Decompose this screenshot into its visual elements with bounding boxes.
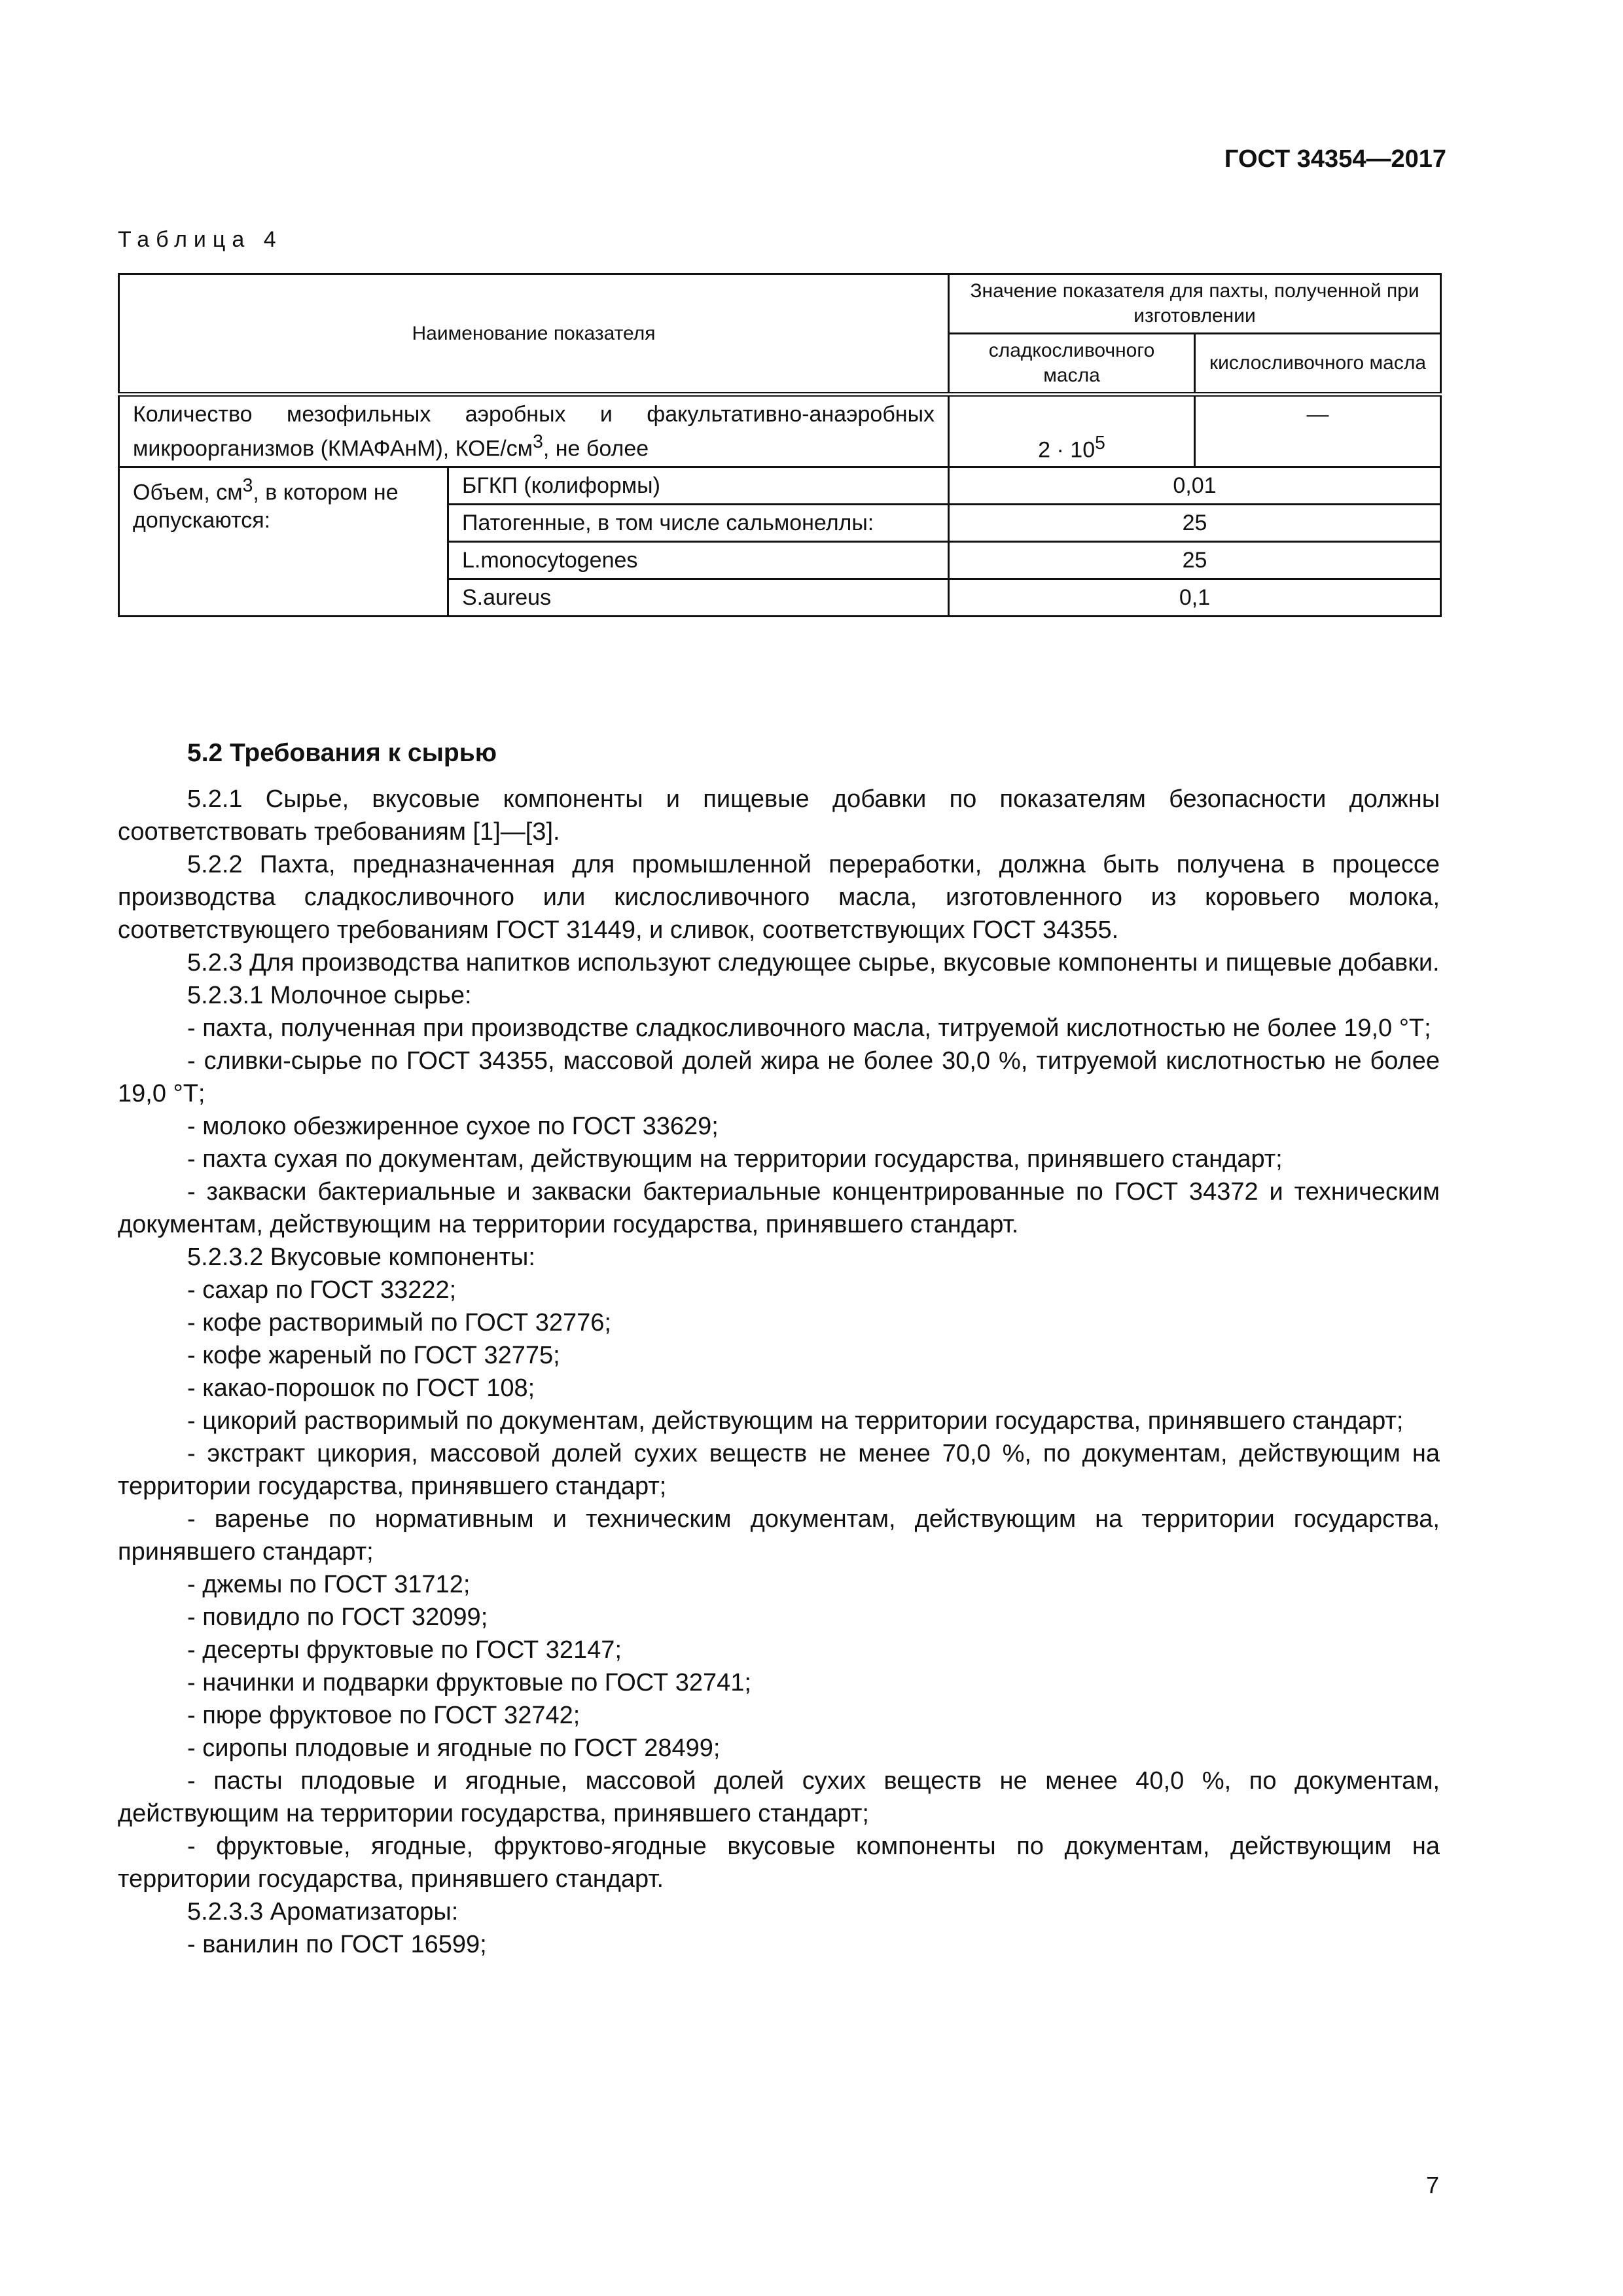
page-number: 7 bbox=[1425, 2172, 1439, 2198]
paragraph: 5.2.2 Пахта, предназначенная для промышленной переработки, должна быть получена в процессе производства сладкосливочного или кислосливочного масла, изготовленного из коровьего молока, соответствующего требованиям ГОСТ 31449, и сливок, соответствующих ГОСТ 34355. bbox=[118, 851, 1440, 944]
list-item: - какао-порошок по ГОСТ 108; bbox=[187, 1374, 535, 1402]
list-item: - пасты плодовые и ягодные, массовой долей сухих веществ не менее 40,0 %, по документам, действующим на территории государства, принявшего стандарт; bbox=[118, 1767, 1440, 1827]
section-content bbox=[118, 737, 1440, 1961]
list-item: - закваски бактериальные и закваски бактериальные концентрированные по ГОСТ 34372 и техническим документам, действующим на территории государства, принявшего стандарт. bbox=[118, 1178, 1440, 1238]
table-row bbox=[119, 395, 1441, 467]
table-row bbox=[119, 467, 1441, 505]
row-value-saureus: 0,1 bbox=[949, 579, 1441, 617]
paragraph: 5.2.3.1 Молочное сырье: bbox=[187, 982, 472, 1009]
list-item: - ванилин по ГОСТ 16599; bbox=[187, 1931, 487, 1958]
list-item: - десерты фруктовые по ГОСТ 32147; bbox=[187, 1636, 622, 1664]
volume-label-tail: , в котором не допускаются: bbox=[133, 480, 399, 533]
list-item: - кофе жареный по ГОСТ 32775; bbox=[187, 1342, 560, 1369]
list-item: - джемы по ГОСТ 31712; bbox=[187, 1571, 471, 1598]
volume-label-cell bbox=[119, 467, 448, 617]
row-value-bgkp: 0,01 bbox=[949, 467, 1441, 505]
kmafanm-value-sweet bbox=[949, 395, 1195, 467]
paragraph: 5.2.3 Для производства напитков используют следующее сырье, вкусовые компоненты и пищевые добавки. bbox=[187, 949, 1440, 977]
volume-label-superscript: 3 bbox=[242, 475, 253, 497]
list-item: - сиропы плодовые и ягодные по ГОСТ 28499; bbox=[187, 1734, 721, 1762]
list-item: - фруктовые, ягодные, фруктово-ягодные вкусовые компоненты по документам, действующим на территории государства, принявшего стандарт. bbox=[118, 1833, 1440, 1893]
header-indicator-name: Наименование показателя bbox=[119, 274, 949, 395]
list-item: - пюре фруктовое по ГОСТ 32742; bbox=[187, 1702, 580, 1729]
row-name-saureus: S.aureus bbox=[448, 579, 949, 617]
section-title: 5.2 Требования к сырью bbox=[187, 739, 497, 767]
list-item: - сахар по ГОСТ 33222; bbox=[187, 1276, 457, 1304]
paragraph: 5.2.3.2 Вкусовые компоненты: bbox=[187, 1244, 535, 1271]
list-item: - пахта, полученная при производстве сладкосливочного масла, титруемой кислотностью не более 19,0 °Т; bbox=[187, 1014, 1431, 1042]
table-header-row bbox=[119, 274, 1441, 334]
header-value-group: Значение показателя для пахты, полученной при изготовлении bbox=[949, 274, 1441, 334]
kmafanm-name-text: Количество мезофильных аэробных и факультативно-анаэробных микроорганизмов (КМАФАнМ), КОЕ/см bbox=[133, 402, 935, 461]
kmafanm-value-sour: — bbox=[1195, 395, 1441, 467]
list-item: - повидло по ГОСТ 32099; bbox=[187, 1604, 488, 1631]
row-value-listeria: 25 bbox=[949, 542, 1441, 579]
paragraph: 5.2.3.3 Ароматизаторы: bbox=[187, 1898, 459, 1926]
kmafanm-value-base: 2 · 10 bbox=[1038, 437, 1096, 463]
row-name-listeria: L.monocytogenes bbox=[448, 542, 949, 579]
indicator-table bbox=[118, 273, 1442, 617]
kmafanm-name-cell bbox=[119, 395, 949, 467]
paragraph: 5.2.1 Сырье, вкусовые компоненты и пищевые добавки по показателям безопасности должны соответствовать требованиям [1]—[3]. bbox=[118, 785, 1440, 846]
row-name-pathogenic: Патогенные, в том числе сальмонеллы: bbox=[448, 505, 949, 542]
table-caption: Таблица 4 bbox=[118, 227, 283, 252]
row-name-bgkp: БГКП (колиформы) bbox=[448, 467, 949, 505]
list-item: - цикорий растворимый по документам, действующим на территории государства, принявшего стандарт; bbox=[187, 1407, 1404, 1435]
list-item: - молоко обезжиренное сухое по ГОСТ 33629; bbox=[187, 1113, 719, 1140]
list-item: - экстракт цикория, массовой долей сухих веществ не менее 70,0 %, по документам, действующим на территории государства, принявшего стандарт; bbox=[118, 1440, 1440, 1500]
list-item: - кофе растворимый по ГОСТ 32776; bbox=[187, 1309, 611, 1336]
volume-label-text: Объем, см bbox=[133, 480, 243, 505]
document-code: ГОСТ 34354—2017 bbox=[1224, 145, 1446, 173]
kmafanm-name-superscript: 3 bbox=[533, 431, 543, 452]
header-sweet-cream-butter: сладкосливочного масла bbox=[949, 334, 1195, 395]
kmafanm-name-tail: , не более bbox=[543, 436, 649, 461]
list-item: - варенье по нормативным и техническим документам, действующим на территории государства, принявшего стандарт; bbox=[118, 1505, 1440, 1566]
header-sour-cream-butter: кислосливочного масла bbox=[1195, 334, 1441, 395]
list-item: - сливки-сырье по ГОСТ 34355, массовой долей жира не более 30,0 %, титруемой кислотностью не более 19,0 °Т; bbox=[118, 1047, 1440, 1107]
list-item: - начинки и подварки фруктовые по ГОСТ 32741; bbox=[187, 1669, 751, 1696]
kmafanm-value-exponent: 5 bbox=[1095, 433, 1105, 454]
list-item: - пахта сухая по документам, действующим на территории государства, принявшего стандарт; bbox=[187, 1145, 1283, 1173]
row-value-pathogenic: 25 bbox=[949, 505, 1441, 542]
